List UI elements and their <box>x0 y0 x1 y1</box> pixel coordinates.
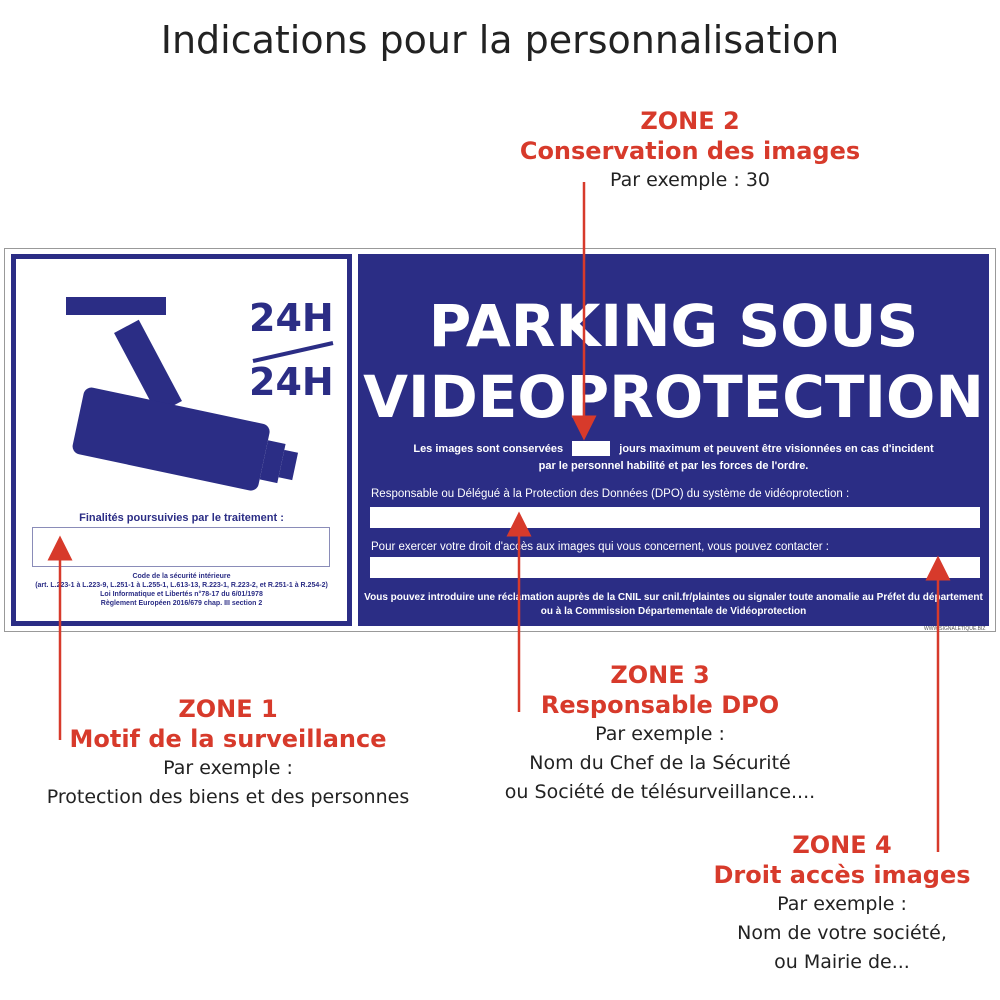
watermark: WWW.SIGNALETIQUE.BIZ <box>924 626 986 632</box>
zone-subtitle: Motif de la surveillance <box>69 725 387 753</box>
sign-heading-line1: PARKING SOUS <box>428 292 919 360</box>
zone-example: Par exemple : 30 <box>610 169 770 191</box>
zone-example-line: Nom du Chef de la Sécurité <box>529 752 791 774</box>
legal-line: (art. L.223-1 à L.223-9, L.251-1 à L.255-1, L.613-13, R.223-1, R.223-2, et R.251-1 à R.254-2) <box>35 582 328 589</box>
retention-after: jours maximum et peuvent être visionnées en cas d'incident <box>619 443 934 455</box>
zone-example: Par exemple : <box>777 893 907 915</box>
access-label: Pour exercer votre droit d'accès aux images qui vous concernent, vous pouvez contacter : <box>371 541 829 553</box>
zone-example: Par exemple : <box>595 723 725 745</box>
zone-example-line: Protection des biens et des personnes <box>46 786 410 808</box>
zone2-label <box>490 106 890 195</box>
zone3-label <box>460 660 860 807</box>
cnil-line1: Vous pouvez introduire une réclamation auprès de la CNIL sur cnil.fr/plaintes ou signaler toute anomalie au Préfet du département <box>364 592 983 603</box>
legal-line: Règlement Européen 2016/679 chap. III section 2 <box>100 600 263 607</box>
retention-before: Les images sont conservées <box>413 443 564 455</box>
legal-line: Code de la sécurité intérieure <box>132 573 231 580</box>
sign-heading-line2: VIDEOPROTECTION <box>363 363 984 431</box>
page-title: Indications pour la personnalisation <box>160 18 840 62</box>
zone-example-line: ou Société de télésurveillance.... <box>504 781 816 803</box>
zone4-label <box>692 830 992 977</box>
zone-title: ZONE 3 <box>610 661 710 689</box>
zone-title: ZONE 1 <box>178 695 278 723</box>
zone1-label <box>0 694 456 812</box>
zone-example: Par exemple : <box>163 757 293 779</box>
zone-title: ZONE 2 <box>640 107 740 135</box>
hours-bottom: 24H <box>249 360 334 404</box>
zone-example-line: ou Mairie de... <box>774 951 910 973</box>
hours-top: 24H <box>249 296 334 340</box>
finalites-label: Finalités poursuivies par le traitement : <box>79 512 284 524</box>
zone-title: ZONE 4 <box>792 831 892 859</box>
cnil-line2: ou à la Commission Départementale de Vidéoprotection <box>540 606 807 617</box>
dpo-label: Responsable ou Délégué à la Protection des Données (DPO) du système de vidéoprotection : <box>371 488 850 500</box>
zone-example-line: Nom de votre société, <box>737 922 947 944</box>
legal-line: Loi Informatique et Libertés n°78-17 du 6/01/1978 <box>100 591 263 598</box>
zone-subtitle: Droit accès images <box>713 861 971 889</box>
zone-subtitle: Responsable DPO <box>540 691 780 719</box>
retention-line2: par le personnel habilité et par les forces de l'ordre. <box>538 460 809 472</box>
zone-subtitle: Conservation des images <box>519 137 861 165</box>
